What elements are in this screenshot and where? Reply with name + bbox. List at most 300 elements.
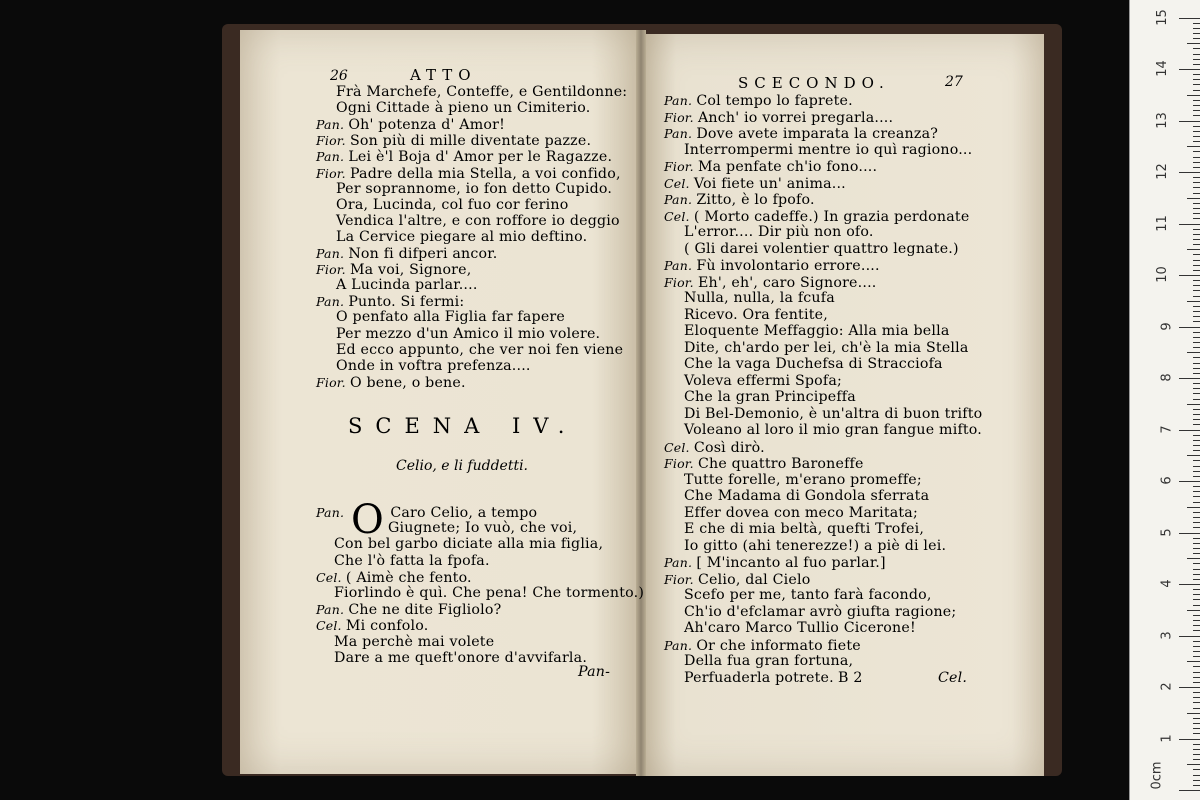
scene-line <box>334 650 587 667</box>
ruler-tick <box>1193 574 1200 575</box>
speaker-label: Pan. <box>664 555 697 570</box>
verse-text: Tutte forelle, m'erano promeffe; <box>684 471 922 488</box>
scene-subtitle: Celio, e li fuddetti. <box>396 458 529 474</box>
ruler-tick <box>1193 522 1200 523</box>
verse-text: Effer dovea con meco Maritata; <box>684 504 918 521</box>
speaker-label: Cel. <box>664 439 694 455</box>
ruler-number: 7 <box>1159 424 1175 434</box>
ruler-tick <box>1193 311 1200 312</box>
verse-text: Oh' potenza d' Amor! <box>348 117 506 134</box>
ruler-tick <box>1193 306 1200 307</box>
right-line <box>684 373 842 390</box>
right-line <box>684 290 835 307</box>
ruler-tick <box>1193 471 1200 472</box>
ruler-tick <box>1193 615 1200 616</box>
right-line <box>664 109 893 127</box>
ruler-tick <box>1179 739 1200 740</box>
scene-line <box>334 634 494 651</box>
verse-text: Ma perchè mai volete <box>334 633 495 650</box>
verse-text: Io gitto (ahi tenerezze!) a piè di lei. <box>684 537 947 554</box>
verse-text: Ogni Cittade à pieno un Cimiterio. <box>336 100 591 117</box>
right-line <box>684 323 949 340</box>
right-line <box>664 125 938 143</box>
verse-text: Di Bel-Demonio, è un'altra di buon trifto <box>684 405 983 422</box>
ruler-tick <box>1193 229 1200 230</box>
right-line <box>684 587 932 604</box>
verse-text: Voleva effermi Spofa; <box>684 372 843 389</box>
scene-line <box>334 553 490 570</box>
ruler-tick <box>1193 316 1200 317</box>
right-line <box>684 389 856 406</box>
left-line <box>336 326 600 343</box>
ruler-tick <box>1193 115 1200 116</box>
ruler-tick <box>1193 254 1200 255</box>
ruler-tick <box>1179 790 1200 791</box>
right-line <box>684 653 853 670</box>
verse-text: Dove avete imparata la creanza? <box>696 126 939 142</box>
ruler-tick <box>1193 64 1200 65</box>
left-line <box>336 342 623 359</box>
ruler-tick <box>1187 249 1200 250</box>
ruler-tick <box>1193 100 1200 101</box>
ruler-tick <box>1193 28 1200 29</box>
left-line <box>336 197 568 214</box>
ruler-tick <box>1193 167 1200 168</box>
left-line <box>336 181 612 198</box>
verse-text: Che quattro Baroneffe <box>697 456 864 472</box>
ruler-tick <box>1179 533 1200 534</box>
ruler-tick <box>1193 543 1200 544</box>
ruler-tick <box>1179 121 1200 122</box>
ruler-tick <box>1193 476 1200 477</box>
verse-text: ( Gli darei volentier quattro legnate.) <box>684 240 959 257</box>
scene-line <box>334 536 603 553</box>
ruler-tick <box>1193 517 1200 518</box>
ruler-tick <box>1187 661 1200 662</box>
ruler-tick <box>1193 157 1200 158</box>
speaker-label: Pan. <box>664 126 697 141</box>
ruler-tick <box>1187 764 1200 765</box>
ruler-tick <box>1193 445 1200 446</box>
ruler-tick <box>1179 584 1200 585</box>
ruler-tick <box>1193 744 1200 745</box>
verse-text: Fiorlindo è quì. Che pena! Che tormento.) <box>334 585 645 601</box>
ruler-tick <box>1187 301 1200 302</box>
ruler-tick <box>1193 59 1200 60</box>
right-line <box>664 257 880 275</box>
ruler-tick <box>1193 651 1200 652</box>
right-line <box>684 620 916 637</box>
ruler-tick <box>1193 486 1200 487</box>
ruler-tick <box>1193 363 1200 364</box>
ruler-tick <box>1187 558 1200 559</box>
verse-text: Or che informato fiete <box>696 637 861 654</box>
ruler-tick <box>1193 151 1200 152</box>
verse-text: A Lucinda parlar.... <box>336 277 478 294</box>
verse-text: ( Aimè che fento. <box>345 569 472 586</box>
verse-text: Scefo per me, tanto farà facondo, <box>684 587 932 603</box>
ruler-number: 11 <box>1155 214 1171 232</box>
ruler-tick <box>1193 440 1200 441</box>
ruler-tick <box>1187 352 1200 353</box>
right-page-number: 27 <box>945 74 963 90</box>
ruler-tick <box>1193 718 1200 719</box>
verse-text: Che l'ò fatta la fpofa. <box>334 552 490 569</box>
verse-text: Con bel garbo diciate alla mia figlia, <box>334 536 604 553</box>
verse-text: Fù involontario errore.... <box>696 258 880 274</box>
scene-line <box>388 520 577 537</box>
right-line <box>684 406 982 423</box>
ruler-tick <box>1193 388 1200 389</box>
ruler-tick <box>1179 636 1200 637</box>
ruler-tick <box>1193 723 1200 724</box>
ruler-tick <box>1179 275 1200 276</box>
ruler-tick <box>1193 466 1200 467</box>
ruler-number: 12 <box>1155 163 1171 180</box>
ruler-tick <box>1193 775 1200 776</box>
verse-text: Così dirò. <box>693 439 765 456</box>
right-line <box>684 472 922 489</box>
ruler-tick <box>1193 605 1200 606</box>
verse-text: Onde in voftra prefenza.... <box>336 357 531 374</box>
right-line <box>684 538 946 555</box>
speaker-label: Pan. <box>664 93 697 108</box>
verse-text: Ricevo. Ora fentite, <box>684 306 828 323</box>
ruler-tick <box>1193 692 1200 693</box>
speaker-label: Fior. <box>664 571 698 587</box>
ruler-tick <box>1193 424 1200 425</box>
ruler-tick <box>1193 780 1200 781</box>
ruler-unit-label: 0cm <box>1149 761 1165 790</box>
speaker-label: Cel. <box>664 208 694 224</box>
ruler-tick <box>1193 414 1200 415</box>
verse-text: Dite, ch'ardo per lei, ch'è la mia Stella <box>684 339 969 356</box>
verse-text: Eh', eh', caro Signore.... <box>697 274 877 291</box>
speaker-label: Pan. <box>316 602 349 618</box>
ruler-tick <box>1193 728 1200 729</box>
ruler-tick <box>1193 393 1200 394</box>
ruler-tick <box>1187 713 1200 714</box>
ruler-tick <box>1193 337 1200 338</box>
ruler-tick <box>1179 224 1200 225</box>
ruler-tick <box>1193 162 1200 163</box>
ruler-tick <box>1193 641 1200 642</box>
ruler-tick <box>1187 198 1200 199</box>
ruler-tick <box>1193 630 1200 631</box>
verse-text: Che Madama di Gondola sferrata <box>684 488 930 504</box>
ruler-tick <box>1193 213 1200 214</box>
ruler-tick <box>1193 435 1200 436</box>
verse-text: Ma penfate ch'io fono.... <box>697 159 878 175</box>
verse-text: Caro Celio, a tempo <box>390 505 538 521</box>
ruler-tick <box>1193 383 1200 384</box>
ruler-tick <box>1193 409 1200 410</box>
ruler-number: 3 <box>1159 630 1175 640</box>
right-line <box>684 142 972 159</box>
ruler-tick <box>1193 538 1200 539</box>
verse-text: Per mezzo d'un Amico il mio volere. <box>336 325 601 342</box>
verse-text: Ch'io d'efclamar avrò giufta ragione; <box>684 603 957 620</box>
ruler-tick <box>1179 378 1200 379</box>
verse-text: Celio, dal Cielo <box>697 571 811 588</box>
ruler-tick <box>1193 594 1200 595</box>
ruler-tick <box>1193 131 1200 132</box>
ruler-tick <box>1193 90 1200 91</box>
right-line <box>684 422 982 439</box>
ruler-tick <box>1193 177 1200 178</box>
verse-text: Eloquente Meffaggio: Alla mia bella <box>684 323 950 339</box>
ruler-tick <box>1193 79 1200 80</box>
ruler-tick <box>1193 373 1200 374</box>
speaker-label: Fior. <box>664 456 698 471</box>
ruler-tick <box>1193 527 1200 528</box>
ruler-number: 13 <box>1155 111 1171 129</box>
ruler-tick <box>1193 419 1200 420</box>
ruler-tick <box>1193 759 1200 760</box>
ruler-tick <box>1193 285 1200 286</box>
ruler-tick <box>1187 455 1200 456</box>
left-page-number: 26 <box>330 68 348 84</box>
book-gutter <box>636 30 646 776</box>
verse-text: [ M'incanto al fuo parlar.] <box>696 555 886 571</box>
ruler-tick <box>1179 687 1200 688</box>
verse-text: Ora, Lucinda, col fuo cor ferino <box>336 196 569 213</box>
ruler-tick <box>1193 589 1200 590</box>
left-line <box>336 277 478 294</box>
ruler-tick <box>1193 270 1200 271</box>
ruler-tick <box>1193 84 1200 85</box>
ruler-tick <box>1193 110 1200 111</box>
ruler-tick <box>1193 260 1200 261</box>
right-line <box>684 670 834 687</box>
ruler-tick <box>1193 48 1200 49</box>
verse-text: Che la vaga Duchefsa di Stracciofa <box>684 356 943 372</box>
right-line <box>684 604 956 621</box>
verse-text: Col tempo lo faprete. <box>696 93 853 109</box>
ruler-tick <box>1193 399 1200 400</box>
ruler-tick <box>1193 182 1200 183</box>
right-line <box>664 208 969 226</box>
right-line <box>664 637 861 655</box>
right-line <box>664 455 864 473</box>
ruler-tick <box>1193 141 1200 142</box>
verse-text: Interrompermi mentre io quì ragiono... <box>684 141 973 158</box>
ruler-number: 6 <box>1159 476 1175 485</box>
speaker-label: Fior. <box>316 165 350 181</box>
ruler-tick <box>1193 702 1200 703</box>
ruler-tick <box>1193 625 1200 626</box>
ruler-tick <box>1179 172 1200 173</box>
ruler-tick <box>1187 146 1200 147</box>
ruler-tick <box>1193 646 1200 647</box>
left-line <box>316 374 466 392</box>
verse-text: Che la gran Principeffa <box>684 389 856 405</box>
right-catchword: Cel. <box>938 670 968 686</box>
speaker-label: Pan. <box>664 637 697 653</box>
verse-text: O penfato alla Figlia far fapere <box>336 309 565 326</box>
ruler-number: 9 <box>1159 321 1175 331</box>
ruler-number: 15 <box>1155 8 1171 26</box>
scene-line <box>334 585 644 602</box>
ruler-tick <box>1193 677 1200 678</box>
ruler-tick <box>1193 33 1200 34</box>
ruler-tick <box>1193 548 1200 549</box>
right-line <box>684 307 828 324</box>
ruler-tick <box>1193 682 1200 683</box>
ruler-tick <box>1187 610 1200 611</box>
speaker-label: Pan. <box>316 149 349 165</box>
ruler-tick <box>1193 656 1200 657</box>
ruler-tick <box>1193 491 1200 492</box>
verse-text: L'error.... Dir più non ofo. <box>684 224 874 240</box>
speaker-label: Fior. <box>316 374 350 390</box>
speaker-label: Pan. <box>664 258 697 273</box>
ruler-tick <box>1193 512 1200 513</box>
ruler-tick <box>1193 733 1200 734</box>
verse-text: Punto. Si fermi: <box>348 294 465 311</box>
right-line <box>664 571 811 589</box>
ruler-tick <box>1193 347 1200 348</box>
ruler-tick <box>1193 38 1200 39</box>
right-line <box>664 554 886 572</box>
drop-cap: O <box>351 497 384 543</box>
ruler-tick <box>1193 187 1200 188</box>
ruler-tick <box>1193 218 1200 219</box>
speaker-label: Cel. <box>316 569 346 585</box>
ruler-tick <box>1193 23 1200 24</box>
speaker-label: Fior. <box>664 109 698 125</box>
ruler-tick <box>1187 95 1200 96</box>
ruler-tick <box>1187 507 1200 508</box>
speaker-label: Pan. <box>316 246 349 261</box>
ruler-tick <box>1179 69 1200 70</box>
verse-text: Voleano al loro il mio gran fangue mifto. <box>684 422 982 438</box>
verse-text: La Cervice piegare al mio deftino. <box>336 228 588 245</box>
verse-text: Perfuaderla potrete. <box>684 669 834 686</box>
verse-text: ( Morto cadeffe.) In grazia perdonate <box>693 208 970 225</box>
ruler-tick <box>1193 460 1200 461</box>
speaker-label: Fior. <box>316 133 350 149</box>
ruler-tick <box>1193 579 1200 580</box>
speaker-label: Fior. <box>316 262 350 278</box>
left-line <box>336 229 587 246</box>
right-line <box>684 224 874 241</box>
right-line <box>684 521 924 538</box>
ruler-tick <box>1193 368 1200 369</box>
ruler-tick <box>1193 620 1200 621</box>
left-line <box>336 84 627 101</box>
ruler-tick <box>1193 502 1200 503</box>
verse-text: Ma voi, Signore, <box>349 262 472 279</box>
ruler-tick <box>1193 290 1200 291</box>
ruler-tick <box>1193 769 1200 770</box>
verse-text: Zitto, è lo fpofo. <box>696 192 815 208</box>
left-line <box>336 100 591 117</box>
verse-text: Dare a me queft'onore d'avvifarla. <box>334 649 588 666</box>
right-line <box>684 241 959 258</box>
ruler-number: 14 <box>1155 60 1171 77</box>
verse-text: Padre della mia Stella, a voi confido, <box>349 165 621 182</box>
signature-mark: B 2 <box>838 670 863 686</box>
speaker-label: Pan. <box>316 505 349 520</box>
right-line <box>664 274 877 292</box>
left-line <box>336 309 565 326</box>
speaker-label: Cel. <box>664 175 694 191</box>
right-line <box>664 158 877 176</box>
verse-text: Vendica l'altre, e con roffore io deggio <box>336 212 620 229</box>
ruler-tick <box>1193 672 1200 673</box>
ruler-tick <box>1193 450 1200 451</box>
ruler-tick <box>1193 496 1200 497</box>
speaker-label: Pan. <box>664 192 697 207</box>
ruler-number: 5 <box>1159 527 1175 537</box>
ruler-number: 4 <box>1159 579 1175 588</box>
left-line <box>336 213 620 230</box>
verse-text: O bene, o bene. <box>349 374 466 391</box>
right-line <box>684 356 943 373</box>
ruler-tick <box>1193 569 1200 570</box>
ruler-number: 1 <box>1159 733 1175 743</box>
ruler-tick <box>1193 708 1200 709</box>
verse-text: Non fi difperi ancor. <box>348 246 498 262</box>
verse-text: Nulla, nulla, la fcufa <box>684 290 835 306</box>
verse-text: E che di mia beltà, quefti Trofei, <box>684 521 925 537</box>
verse-text: Giugnete; Io vuò, che voi, <box>388 520 578 537</box>
ruler-tick <box>1193 234 1200 235</box>
verse-text: Per soprannome, io fon detto Cupido. <box>336 180 613 197</box>
ruler-tick <box>1193 54 1200 55</box>
ruler-tick <box>1179 327 1200 328</box>
ruler-tick <box>1193 553 1200 554</box>
ruler-tick <box>1193 239 1200 240</box>
ruler-number: 2 <box>1159 682 1175 691</box>
verse-text: Frà Marchefe, Conteffe, e Gentildonne: <box>336 84 628 100</box>
ruler-tick <box>1193 126 1200 127</box>
verse-text: Ed ecco appunto, che ver noi fen viene <box>336 341 624 358</box>
ruler-tick <box>1193 280 1200 281</box>
verse-text: Son più di mille diventate pazze. <box>349 133 592 150</box>
right-line <box>664 92 853 110</box>
ruler-tick <box>1193 136 1200 137</box>
right-line <box>684 488 929 505</box>
verse-text: Ah'caro Marco Tullio Cicerone! <box>684 620 916 636</box>
ruler-tick <box>1193 105 1200 106</box>
ruler-tick <box>1193 785 1200 786</box>
ruler-tick <box>1193 749 1200 750</box>
verse-text: Della fua gran fortuna, <box>684 653 854 669</box>
speaker-label: Pan. <box>316 117 349 133</box>
left-running-header: ATTO <box>410 66 477 84</box>
ruler-tick <box>1193 666 1200 667</box>
ruler-tick <box>1193 754 1200 755</box>
ruler-tick <box>1193 342 1200 343</box>
right-line <box>664 191 815 209</box>
ruler-tick <box>1193 697 1200 698</box>
ruler-tick <box>1193 74 1200 75</box>
ruler-tick <box>1193 244 1200 245</box>
ruler-number: 8 <box>1159 373 1175 382</box>
ruler-tick <box>1193 357 1200 358</box>
ruler-tick <box>1179 18 1200 19</box>
measuring-ruler <box>1129 0 1200 800</box>
ruler-tick <box>1193 332 1200 333</box>
ruler-tick <box>1187 404 1200 405</box>
right-line <box>684 505 918 522</box>
ruler-tick <box>1193 203 1200 204</box>
ruler-tick <box>1193 296 1200 297</box>
ruler-tick <box>1193 208 1200 209</box>
ruler-tick <box>1187 43 1200 44</box>
